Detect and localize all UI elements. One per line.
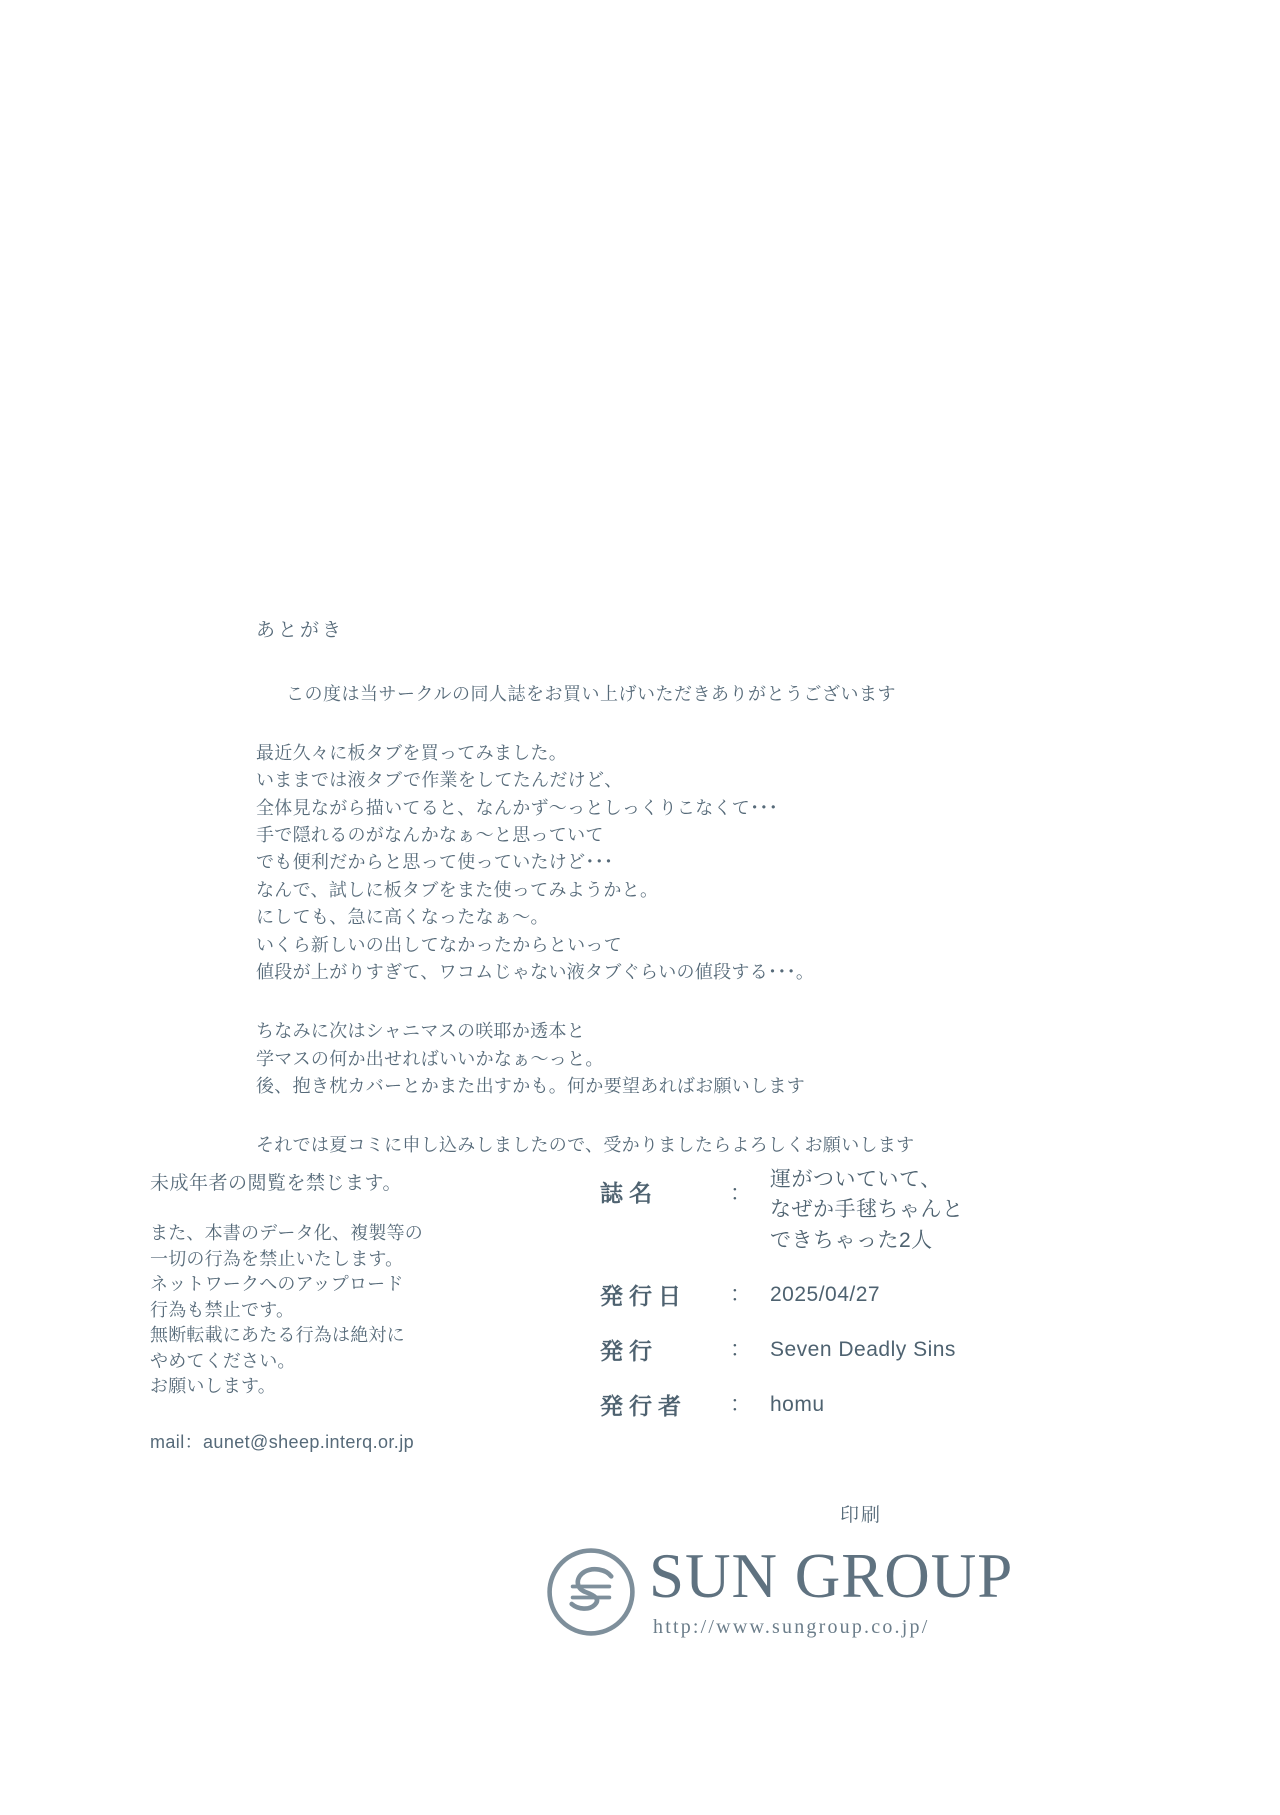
logo-text-block <box>649 1541 1014 1639</box>
colophon-value <box>770 1165 964 1256</box>
afterword-line: 最近久々に板タブを買ってみました。 <box>256 743 568 763</box>
colophon-label: 発行日 <box>600 1283 687 1310</box>
afterword-line: でも便利だからと思って使っていたけど･･･ <box>256 852 614 873</box>
notice-line: 行為も禁止です。 <box>150 1299 295 1320</box>
afterword-line: それでは夏コミに申し込みしましたので、受かりましたらよろしくお願いします <box>256 1135 915 1156</box>
colophon-row-date <box>600 1278 1070 1311</box>
colophon-row-author <box>600 1388 1070 1421</box>
afterword-line: 全体見ながら描いてると、なんかず～っとしっくりこなくて･･･ <box>256 797 778 818</box>
afterword-title: あとがき <box>256 620 345 641</box>
afterword-paragraph-2 <box>256 1018 1016 1100</box>
printer-logo <box>545 1541 1014 1639</box>
notice-line: また、本書のデータ化、複製等の <box>150 1223 423 1243</box>
printing-label: 印刷 <box>840 1505 883 1526</box>
notice-line: 無断転載にあたる行為は絶対に <box>150 1325 405 1346</box>
afterword-paragraph-1 <box>256 740 1016 986</box>
colophon-value: 2025/04/27 <box>770 1283 881 1307</box>
notice-line: 一切の行為を禁止いたします。 <box>150 1248 404 1269</box>
afterword-line: ちなみに次はシャニマスの咲耶か透本と <box>256 1021 586 1042</box>
logo-url[interactable]: http://www.sungroup.co.jp/ <box>653 1616 930 1638</box>
logo-wordmark: SUN GROUP <box>649 1541 1014 1611</box>
colophon-colon: ： <box>730 1283 751 1307</box>
colophon-value-line: なぜか手毬ちゃんと <box>770 1198 964 1222</box>
sun-group-logo-icon <box>545 1546 637 1638</box>
afterword-line: 手で隠れるのがなんかなぁ～と思っていて <box>256 825 604 846</box>
colophon-colon: ： <box>730 1338 751 1362</box>
notice-line: ネットワークへのアップロード <box>150 1274 404 1295</box>
notice-line: やめてください。 <box>150 1350 296 1371</box>
colophon-label: 発行 <box>600 1338 658 1365</box>
colophon-table <box>600 1165 1070 1443</box>
colophon-colon: ： <box>730 1393 751 1417</box>
legal-notice-section <box>150 1168 550 1454</box>
afterword-line: いくら新しいの出してなかったからといって <box>256 934 622 955</box>
notice-line: お願いします。 <box>150 1376 276 1397</box>
colophon-value-line: 運がついていて、 <box>770 1168 942 1191</box>
afterword-line: 学マスの何か出せればいいかなぁ～っと。 <box>256 1048 604 1069</box>
colophon-colon: ： <box>730 1182 751 1205</box>
colophon-value: homu <box>770 1393 825 1417</box>
afterword-line: なんで、試しに板タブをまた使ってみようかと。 <box>256 879 659 900</box>
contact-mail[interactable]: mail：aunet@sheep.interq.or.jp <box>150 1431 415 1452</box>
colophon-row-title <box>600 1165 1070 1256</box>
afterword-line: 値段が上がりすぎて、ワコムじゃない液タブぐらいの値段する･･･。 <box>256 961 815 982</box>
afterword-lead: この度は当サークルの同人誌をお買い上げいただきありがとうございます <box>286 684 896 704</box>
colophon-value: Seven Deadly Sins <box>770 1338 956 1362</box>
colophon-row-publisher <box>600 1333 1070 1366</box>
afterword-section <box>256 615 1016 1192</box>
colophon-label: 発行者 <box>600 1393 687 1420</box>
colophon-value-line: できちゃった2人 <box>770 1228 933 1252</box>
colophon-label: 誌名 <box>600 1180 658 1206</box>
afterword-line: にしても、急に高くなったなぁ～。 <box>256 907 549 928</box>
afterword-paragraph-3 <box>256 1132 1016 1159</box>
notice-body <box>150 1221 550 1400</box>
afterword-line: いままでは液タブで作業をしてたんだけど、 <box>256 770 623 791</box>
notice-heading: 未成年者の閲覧を禁じます。 <box>150 1173 402 1194</box>
afterword-line: 後、抱き枕カバーとかまた出すかも。何か要望あればお願いします <box>256 1075 805 1096</box>
